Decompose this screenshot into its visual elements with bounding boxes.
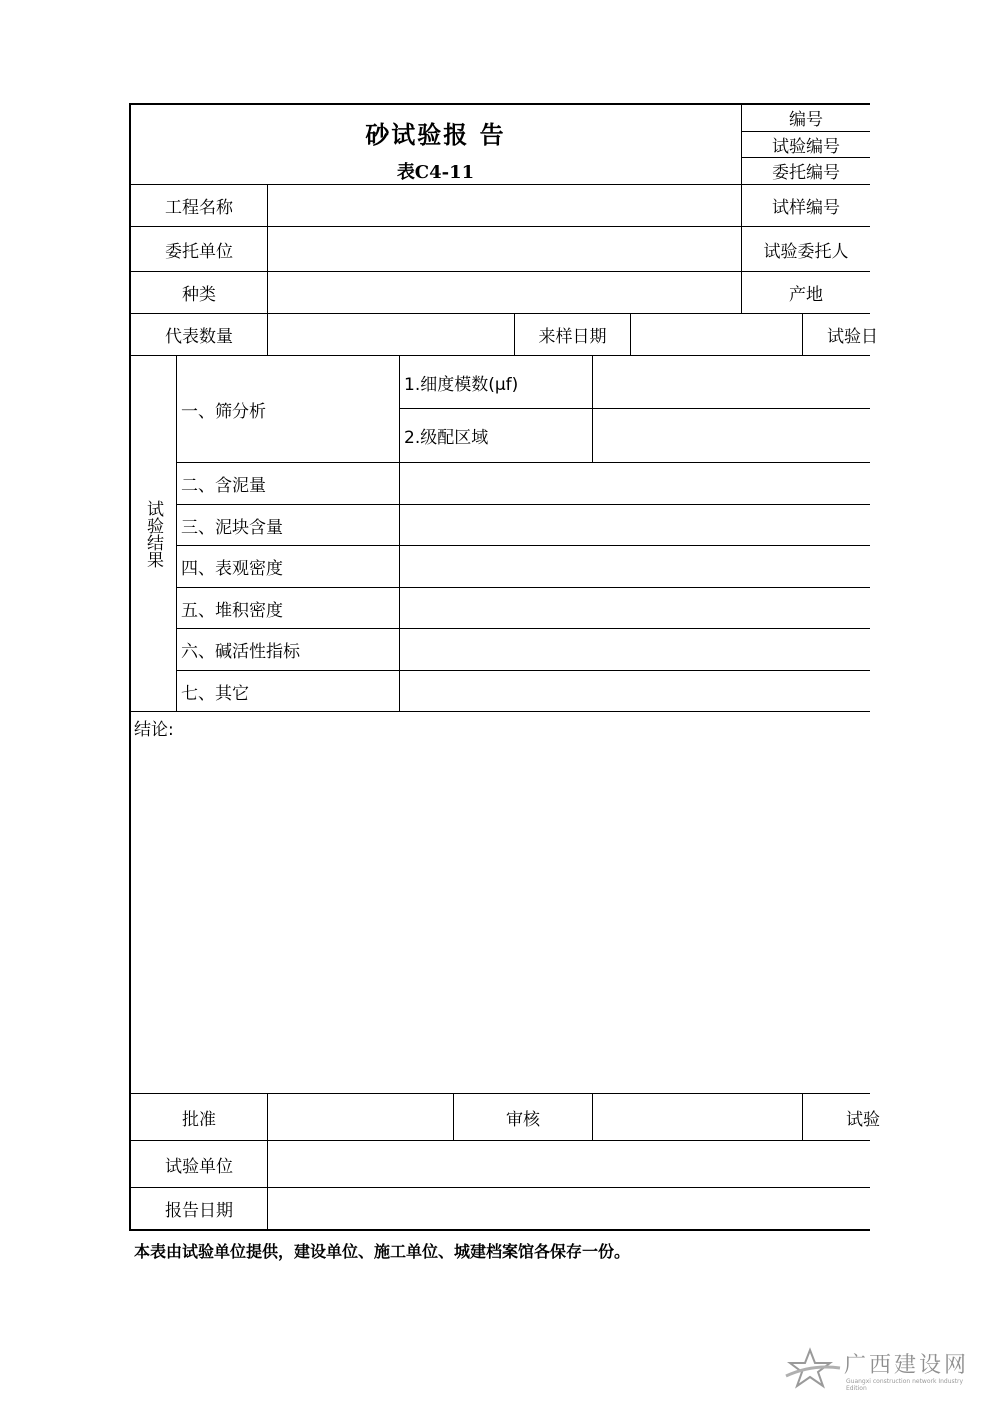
type-field[interactable]	[268, 272, 741, 313]
star-logo-icon	[782, 1346, 844, 1392]
alkali-activity-field[interactable]	[400, 629, 870, 670]
grading-zone-label: 2.级配区域	[404, 428, 489, 448]
watermark	[782, 1346, 982, 1396]
review-field[interactable]	[593, 1094, 802, 1140]
number-label: 编号	[789, 110, 823, 130]
approve-field[interactable]	[268, 1094, 453, 1140]
apparent-density-field[interactable]	[400, 546, 870, 587]
form-code: 表C4-11	[396, 161, 475, 183]
arrival-date-label: 来样日期	[538, 327, 607, 347]
clay-lump-field[interactable]	[400, 505, 870, 545]
grading-zone-field[interactable]	[593, 409, 870, 462]
report-date-field[interactable]	[268, 1188, 870, 1229]
footnote: 本表由试验单位提供，建设单位、施工单位、城建档案馆各保存一份。	[134, 1242, 631, 1261]
review-label: 审核	[506, 1109, 540, 1130]
other-label: 七、其它	[181, 683, 249, 704]
quantity-field[interactable]	[268, 314, 514, 355]
test-results-label: 试验结果	[143, 499, 163, 568]
type-label: 种类	[182, 285, 216, 305]
origin-label: 产地	[789, 285, 823, 305]
fineness-modulus-field[interactable]	[593, 356, 870, 408]
project-name-field[interactable]	[268, 185, 741, 226]
test-client-label: 试验委托人	[763, 241, 849, 262]
sieve-analysis-label: 一、筛分析	[181, 401, 266, 422]
commission-number-label: 委托编号	[772, 163, 840, 183]
client-unit-field[interactable]	[268, 227, 741, 271]
test-number-label: 试验编号	[772, 136, 840, 157]
apparent-density-label: 四、表观密度	[181, 559, 283, 579]
clay-lump-label: 三、泥块含量	[181, 517, 283, 538]
fineness-modulus-label: 1.细度模数(μf)	[404, 374, 519, 395]
page-title: 砂试验报 告	[365, 120, 506, 149]
sample-number-label: 试样编号	[772, 198, 840, 218]
tester-label: 试验	[846, 1109, 880, 1130]
watermark-subtitle: Guangxi construction network Industry Edition	[846, 1378, 964, 1392]
bulk-density-field[interactable]	[400, 588, 870, 628]
conclusion-label: 结论:	[134, 720, 174, 740]
clay-content-field[interactable]	[400, 463, 870, 504]
watermark-name: 广西建设网	[844, 1353, 970, 1378]
other-field[interactable]	[400, 671, 870, 711]
alkali-activity-label: 六、碱活性指标	[181, 642, 300, 662]
test-date-label: 试验日	[827, 327, 878, 347]
client-unit-label: 委托单位	[165, 241, 233, 262]
lab-unit-field[interactable]	[268, 1141, 870, 1187]
quantity-label: 代表数量	[165, 327, 233, 347]
approve-label: 批准	[182, 1109, 216, 1130]
report-date-label: 报告日期	[165, 1201, 233, 1221]
arrival-date-field[interactable]	[631, 314, 802, 355]
project-name-label: 工程名称	[165, 198, 233, 218]
conclusion-area[interactable]	[131, 740, 870, 1092]
lab-unit-label: 试验单位	[165, 1156, 233, 1177]
clay-content-label: 二、含泥量	[181, 476, 266, 496]
bulk-density-label: 五、堆积密度	[181, 600, 283, 621]
